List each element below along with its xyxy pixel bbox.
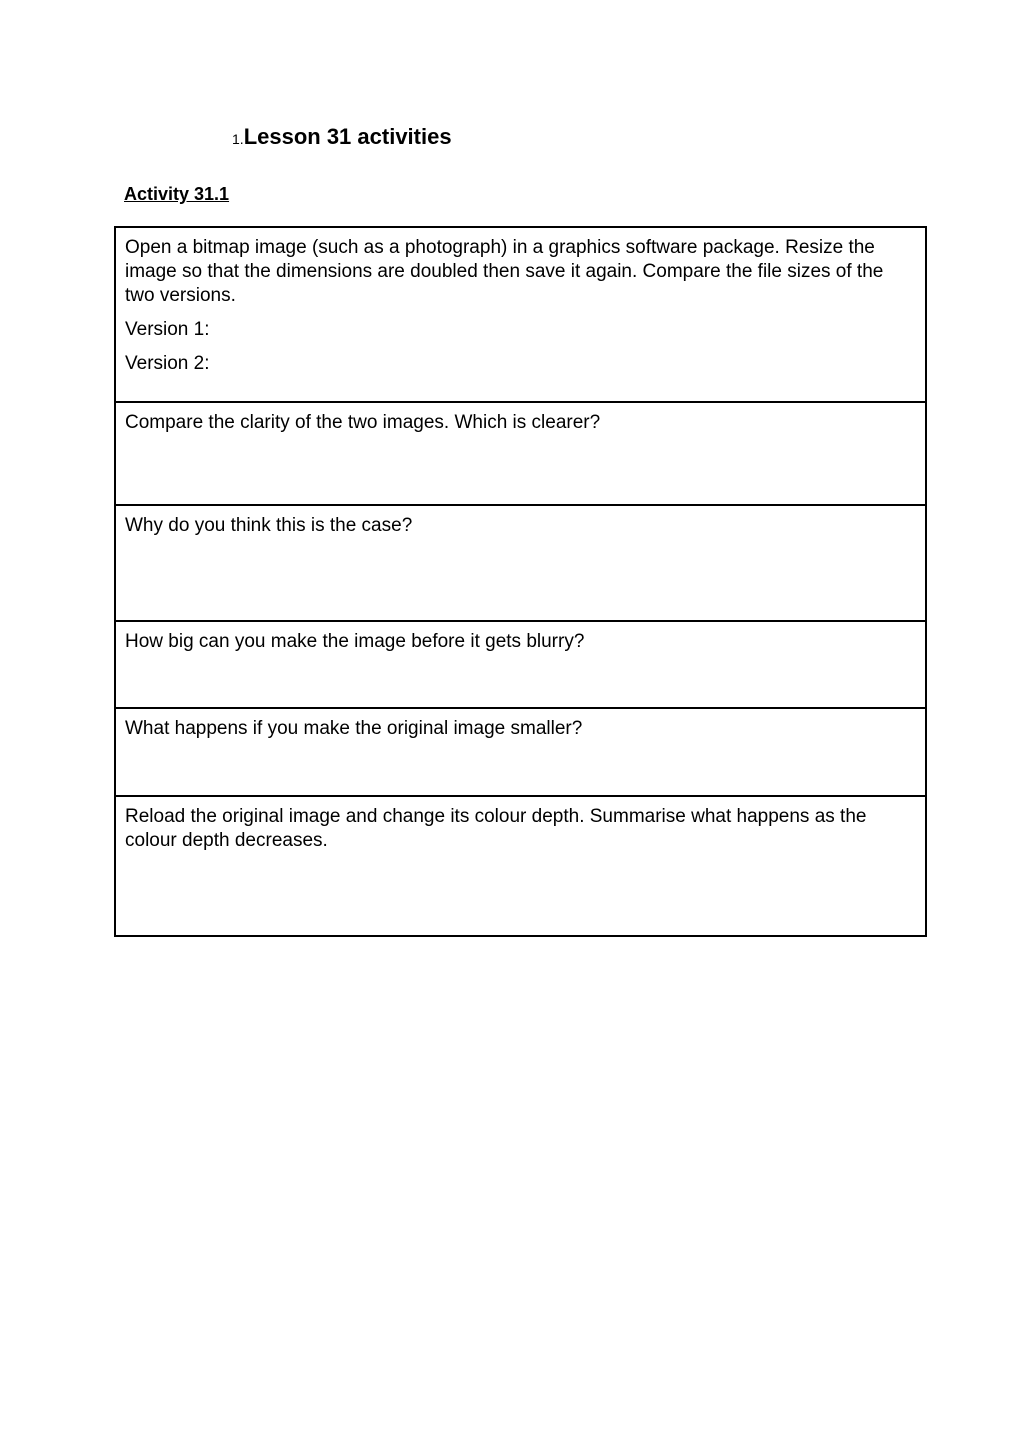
table-row	[115, 708, 926, 796]
prompt-text: How big can you make the image before it gets blurry?	[125, 631, 585, 652]
table-row	[115, 227, 926, 402]
version-2-label: Version 2:	[125, 353, 210, 374]
activity-cell-reason[interactable]	[115, 505, 926, 621]
prompt-text: What happens if you make the original image smaller?	[125, 718, 583, 739]
heading-title: Lesson 31 activities	[243, 124, 452, 149]
table-row	[115, 796, 926, 936]
table-row	[115, 621, 926, 708]
activity-cell-smaller[interactable]	[115, 708, 926, 796]
prompt-text: Reload the original image and change its colour depth. Summarise what happens as the colour depth decreases.	[125, 806, 867, 851]
heading-number: 1.	[232, 131, 244, 147]
activity-title: Activity 31.1	[124, 184, 230, 204]
activity-cell-clarity[interactable]	[115, 402, 926, 505]
version-1-label: Version 1:	[125, 319, 210, 340]
activity-cell-colour-depth[interactable]	[115, 796, 926, 936]
prompt-text: Compare the clarity of the two images. Which is clearer?	[125, 412, 601, 433]
activity-cell-blurry[interactable]	[115, 621, 926, 708]
activity-cell-resize[interactable]	[115, 227, 926, 402]
prompt-text: Why do you think this is the case?	[125, 515, 413, 536]
activity-table	[114, 226, 927, 937]
table-row	[115, 505, 926, 621]
table-row	[115, 402, 926, 505]
prompt-text: Open a bitmap image (such as a photograph) in a graphics software package. Resize the image so that the dimensions are doubled then save it again. Compare the file sizes of the two versions.	[125, 237, 884, 306]
lesson-heading	[232, 124, 452, 150]
